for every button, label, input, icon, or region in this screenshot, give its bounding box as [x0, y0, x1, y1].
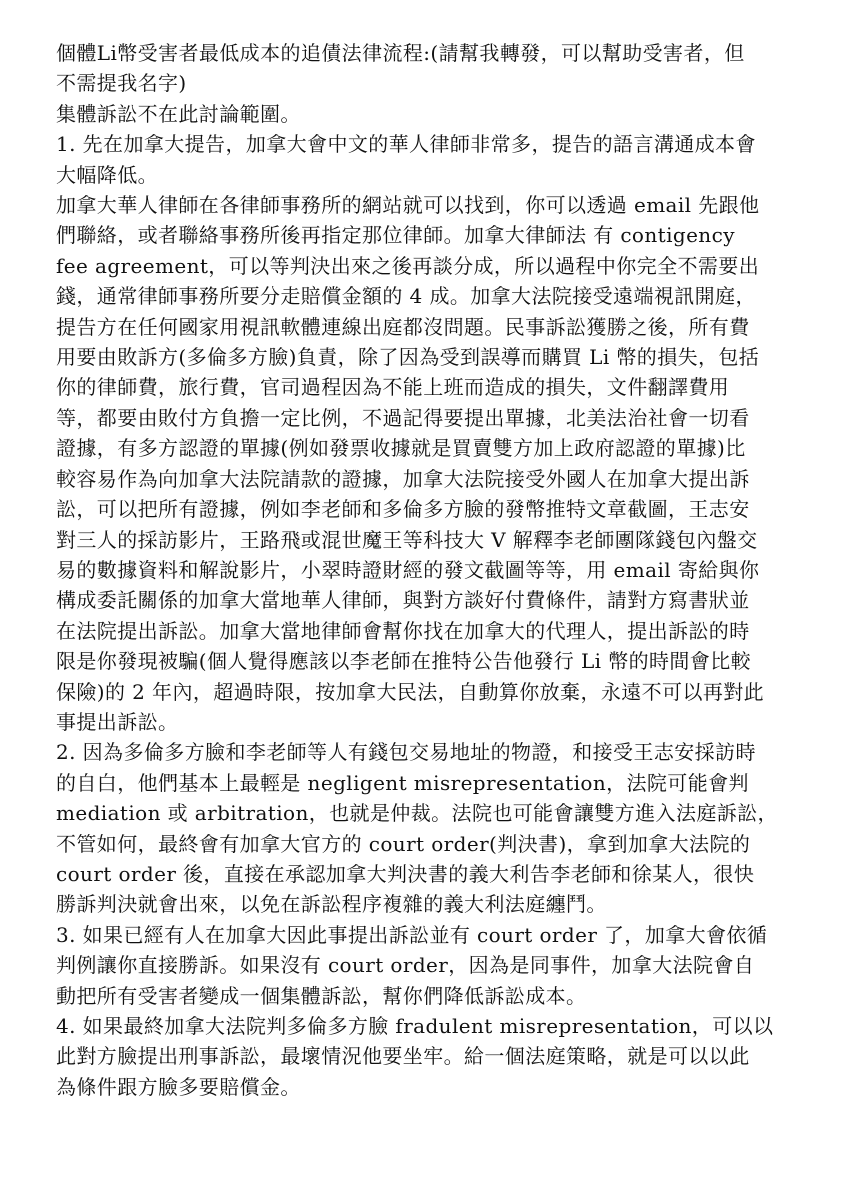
text-line: 2. 因為多倫多方臉和李老師等人有錢包交易地址的物證，和接受王志安採訪時	[56, 740, 756, 765]
text-line: 限是你發現被騙(個人覺得應該以李老師在推特公告他發行 Li 幣的時間會比較	[56, 649, 751, 674]
text-line: 較容易作為向加拿大法院請款的證據，加拿大法院接受外國人在加拿大提出訴	[56, 466, 750, 491]
text-line: 你的律師費，旅行費，官司過程因為不能上班而造成的損失，文件翻譯費用	[56, 375, 730, 400]
text-line: 等，都要由敗付方負擔一定比例，不過記得要提出單據，北美法治社會一切看	[56, 405, 750, 430]
text-line: 保險)的 2 年內，超過時限，按加拿大民法，自動算你放棄，永遠不可以再對此	[56, 679, 765, 704]
text-line: 的自白，他們基本上最輕是 negligent misrepresentation，法院可能會判	[56, 770, 749, 795]
text-line: 在法院提出訴訟。加拿大當地律師會幫你找在加拿大的代理人，提出訴訟的時	[56, 618, 750, 643]
text-line: court order 後，直接在承認加拿大判決書的義大利告李老師和徐某人，很快	[56, 861, 755, 886]
text-line: 3. 如果已經有人在加拿大因此事提出訴訟並有 court order 了，加拿大會依循	[56, 922, 768, 947]
text-line: 1. 先在加拿大提告，加拿大會中文的華人律師非常多，提告的語言溝通成本會	[56, 132, 756, 157]
text-line: 提告方在任何國家用視訊軟體連線出庭都沒問題。民事訴訟獲勝之後，所有費	[56, 314, 750, 339]
text-line: 動把所有受害者變成一個集體訴訟，幫你們降低訴訟成本。	[56, 983, 587, 1008]
text-line: mediation 或 arbitration，也就是仲裁。法院也可能會讓雙方進入法庭訴訟，	[56, 801, 778, 826]
text-line: fee agreement，可以等判決出來之後再談分成，所以過程中你完全不需要出	[56, 253, 760, 278]
text-line: 構成委託關係的加拿大當地華人律師，與對方談好付費條件，請對方寫書狀並	[56, 588, 750, 613]
text-line: 錢，通常律師事務所要分走賠償金額的 4 成。加拿大法院接受遠端視訊開庭，	[56, 284, 756, 309]
text-line: 事提出訴訟。	[56, 709, 179, 734]
text-line: 易的數據資料和解說影片，小翠時證財經的發文截圖等等，用 email 寄給與你	[56, 557, 760, 582]
text-line: 勝訴判決就會出來，以免在訴訟程序複雜的義大利法庭纏鬥。	[56, 892, 607, 917]
text-line: 個體Li幣受害者最低成本的追債法律流程:(請幫我轉發，可以幫助受害者，但	[56, 41, 745, 65]
text-line: 不需提我名字)	[56, 71, 187, 96]
text-line: 4. 如果最終加拿大法院判多倫多方臉 fradulent misrepresentation，可以以	[56, 1014, 774, 1038]
text-line: 們聯絡，或者聯絡事務所後再指定那位律師。加拿大律師法 有 contigency	[56, 223, 735, 248]
text-line: 對三人的採訪影片，王路飛或混世魔王等科技大 V 解釋李老師團隊錢包內盤交	[56, 527, 758, 552]
text-line: 集體訴訟不在此討論範圍。	[56, 101, 301, 126]
text-line: 大幅降低。	[56, 162, 158, 187]
text-line: 此對方臉提出刑事訴訟，最壞情況他要坐牢。給一個法庭策略，就是可以以此	[56, 1044, 750, 1069]
text-line: 證據，有多方認證的單據(例如發票收據就是買賣雙方加上政府認證的單據)比	[56, 436, 746, 461]
text-line: 為條件跟方臉多要賠償金。	[56, 1074, 301, 1099]
text-line: 用要由敗訴方(多倫多方臉)負責，除了因為受到誤導而購買 Li 幣的損失，包括	[56, 345, 760, 370]
text-line: 判例讓你直接勝訴。如果沒有 court order，因為是同事件，加拿大法院會自	[56, 953, 755, 978]
text-line: 不管如何，最終會有加拿大官方的 court order(判決書)，拿到加拿大法院的	[56, 831, 751, 856]
text-line: 訟，可以把所有證據，例如李老師和多倫多方臉的發幣推特文章截圖，王志安	[56, 497, 750, 522]
text-line: 加拿大華人律師在各律師事務所的網站就可以找到，你可以透過 email 先跟他	[56, 193, 760, 218]
